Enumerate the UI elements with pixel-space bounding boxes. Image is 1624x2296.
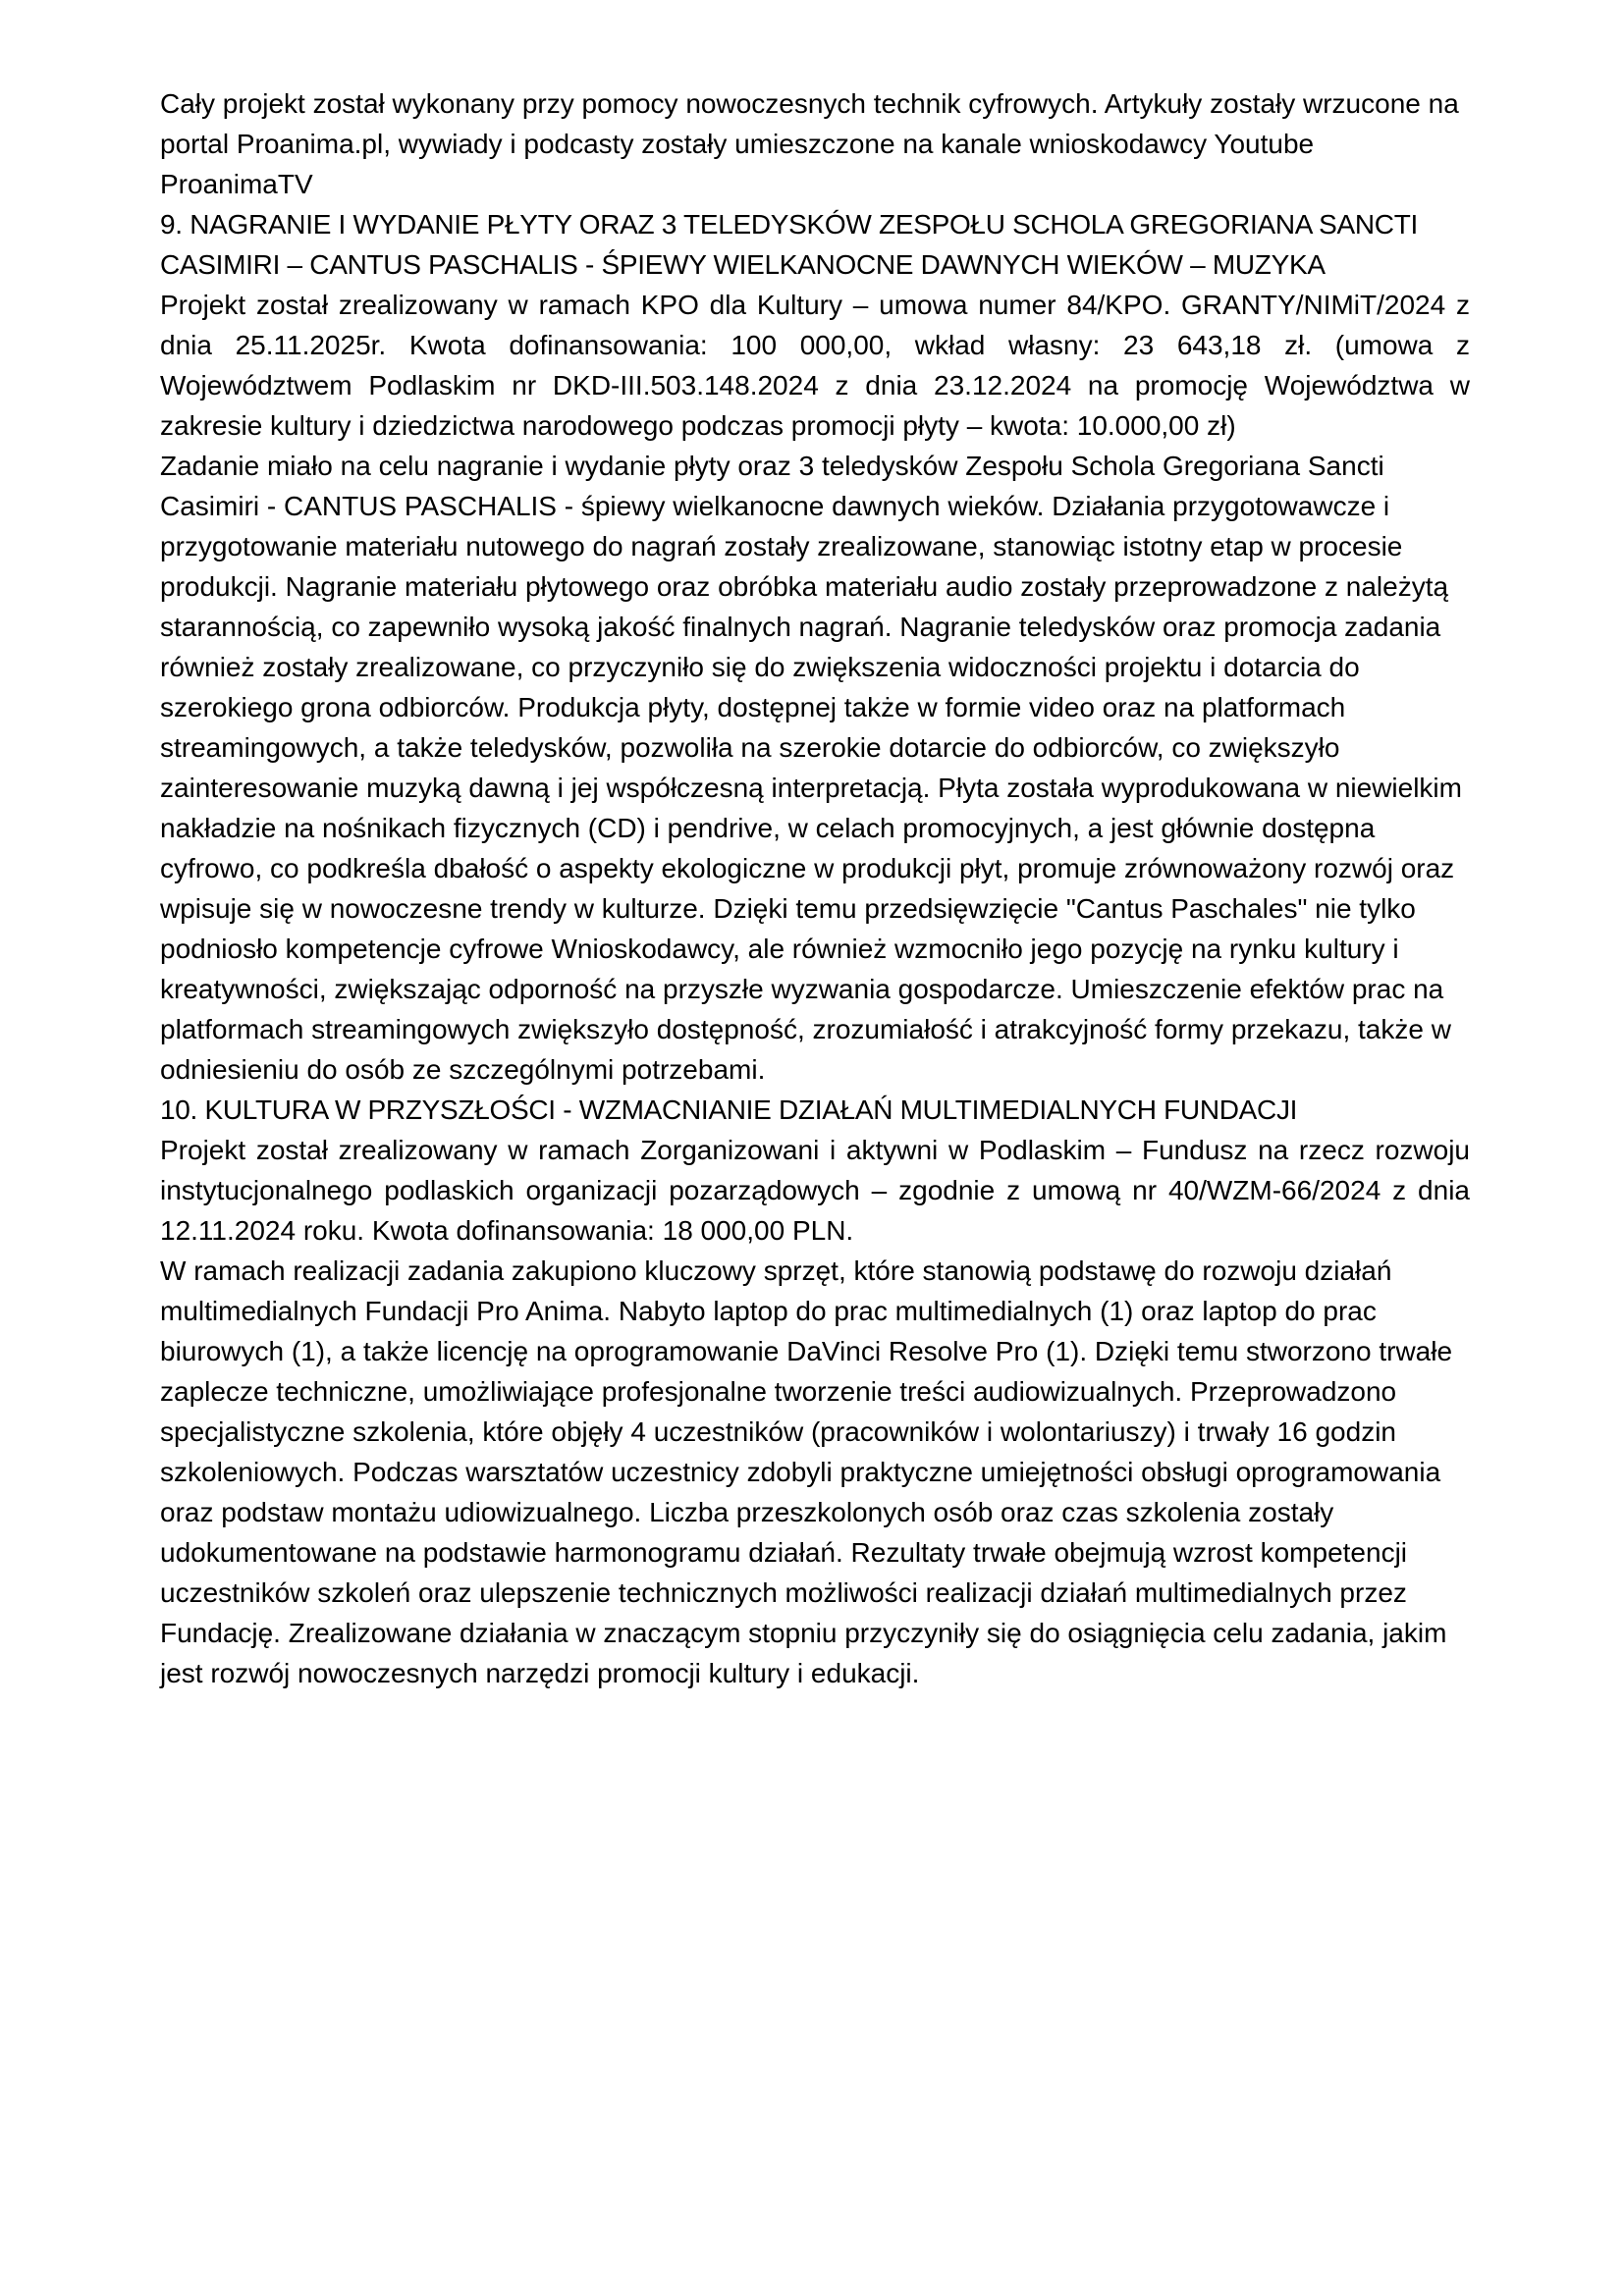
section-10-heading: 10. KULTURA W PRZYSZŁOŚCI - WZMACNIANIE DZIAŁAŃ MULTIMEDIALNYCH FUNDACJI bbox=[160, 1095, 1298, 1125]
section-9-heading: 9. NAGRANIE I WYDANIE PŁYTY ORAZ 3 TELEDYSKÓW ZESPOŁU SCHOLA GREGORIANA SANCTI CASIMIRI – CANTUS PASCHALIS - ŚPIEWY WIELKANOCNE DAWNYCH WIEKÓW – MUZYKA bbox=[160, 209, 1418, 280]
section-10-description-paragraph: W ramach realizacji zadania zakupiono kluczowy sprzęt, które stanowią podstawę do rozwoju działań multimedialnych Fundacji Pro Anima. Nabyto laptop do prac multimedialnych (1) oraz laptop do prac biurowych (1), a także licencję na oprogramowanie DaVinci Resolve Pro (1). Dzięki temu stworzono trwałe zaplecze techniczne, umożliwiające profesjonalne tworzenie treści audiowizualnych. Przeprowadzono specjalistyczne szkolenia, które objęły 4 uczestników (pracowników i wolontariuszy) i trwały 16 godzin szkoleniowych. Podczas warsztatów uczestnicy zdobyli praktyczne umiejętności obsługi oprogramowania oraz podstaw montażu udiowizualnego. Liczba przeszkolonych osób oraz czas szkolenia zostały udokumentowane na podstawie harmonogramu działań. Rezultaty trwałe obejmują wzrost kompetencji uczestników szkoleń oraz ulepszenie technicznych możliwości realizacji działań multimedialnych przez Fundację. Zrealizowane działania w znaczącym stopniu przyczyniły się do osiągnięcia celu zadania, jakim jest rozwój nowoczesnych narzędzi promocji kultury i edukacji. bbox=[160, 1255, 1453, 1688]
intro-paragraph: Cały projekt został wykonany przy pomocy nowoczesnych technik cyfrowych. Artykuły zostały wrzucone na portal Proanima.pl, wywiady i podcasty zostały umieszczone na kanale wnioskodawcy Youtube ProanimaTV bbox=[160, 88, 1459, 199]
section-9-funding-paragraph: Projekt został zrealizowany w ramach KPO dla Kultury – umowa numer 84/KPO. GRANTY/NIMiT/2024 z dnia 25.11.2025r. Kwota dofinansowania: 100 000,00, wkład własny: 23 643,18 zł. (umowa z Województwem Podlaskim nr DKD-III.503.148.2024 z dnia 23.12.2024 na promocję Województwa w zakresie kultury i dziedzictwa narodowego podczas promocji płyty – kwota: 10.000,00 zł) bbox=[160, 290, 1470, 441]
section-10-funding-paragraph: Projekt został zrealizowany w ramach Zorganizowani i aktywni w Podlaskim – Fundusz na rzecz rozwoju instytucjonalnego podlaskich organizacji pozarządowych – zgodnie z umową nr 40/WZM-66/2024 z dnia 12.11.2024 roku. Kwota dofinansowania: 18 000,00 PLN. bbox=[160, 1135, 1470, 1246]
section-9-description-paragraph: Zadanie miało na celu nagranie i wydanie płyty oraz 3 teledysków Zespołu Schola Gregoriana Sancti Casimiri - CANTUS PASCHALIS - śpiewy wielkanocne dawnych wieków. Działania przygotowawcze i przygotowanie materiału nutowego do nagrań zostały zrealizowane, stanowiąc istotny etap w procesie produkcji. Nagranie materiału płytowego oraz obróbka materiału audio zostały przeprowadzone z należytą starannością, co zapewniło wysoką jakość finalnych nagrań. Nagranie teledysków oraz promocja zadania również zostały zrealizowane, co przyczyniło się do zwiększenia widoczności projektu i dotarcia do szerokiego grona odbiorców. Produkcja płyty, dostępnej także w formie video oraz na platformach streamingowych, a także teledysków, pozwoliła na szerokie dotarcie do odbiorców, co zwiększyło zainteresowanie muzyką dawną i jej współczesną interpretacją. Płyta została wyprodukowana w niewielkim nakładzie na nośnikach fizycznych (CD) i pendrive, w celach promocyjnych, a jest głównie dostępna cyfrowo, co podkreśla dbałość o aspekty ekologiczne w produkcji płyt, promuje zrównoważony rozwój oraz wpisuje się w nowoczesne trendy w kulturze. Dzięki temu przedsięwzięcie "Cantus Paschales" nie tylko podniosło kompetencje cyfrowe Wnioskodawcy, ale również wzmocniło jego pozycję na rynku kultury i kreatywności, zwiększając odporność na przyszłe wyzwania gospodarcze. Umieszczenie efektów prac na platformach streamingowych zwiększyło dostępność, zrozumiałość i atrakcyjność formy przekazu, także w odniesieniu do osób ze szczególnymi potrzebami. bbox=[160, 451, 1462, 1085]
